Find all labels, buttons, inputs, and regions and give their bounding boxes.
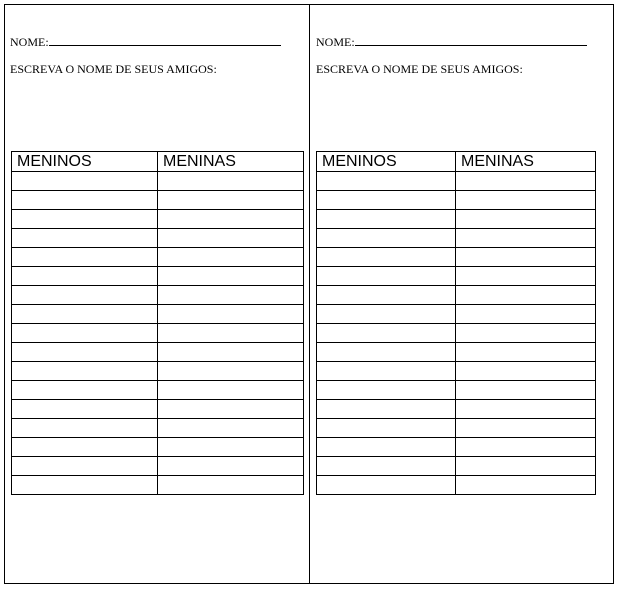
boys-name-cell[interactable] <box>317 229 456 248</box>
boys-name-cell[interactable] <box>12 286 158 305</box>
table-row <box>317 229 596 248</box>
girls-name-cell[interactable] <box>456 400 596 419</box>
boys-name-cell[interactable] <box>12 343 158 362</box>
boys-name-cell[interactable] <box>317 324 456 343</box>
name-label: NOME: <box>10 35 49 49</box>
table-row <box>12 381 304 400</box>
boys-name-cell[interactable] <box>317 362 456 381</box>
girls-name-cell[interactable] <box>456 267 596 286</box>
table-row <box>317 438 596 457</box>
girls-name-cell[interactable] <box>158 210 304 229</box>
boys-name-cell[interactable] <box>317 191 456 210</box>
girls-name-cell[interactable] <box>158 419 304 438</box>
girls-name-cell[interactable] <box>456 419 596 438</box>
table-row <box>12 191 304 210</box>
table-row <box>12 476 304 495</box>
girls-name-cell[interactable] <box>456 305 596 324</box>
worksheet-right <box>310 4 614 584</box>
boys-name-cell[interactable] <box>12 438 158 457</box>
table-row <box>317 172 596 191</box>
table-row <box>12 286 304 305</box>
table-row <box>317 286 596 305</box>
name-blank[interactable] <box>49 34 281 46</box>
girls-name-cell[interactable] <box>158 476 304 495</box>
name-field <box>316 34 587 50</box>
table-row <box>317 362 596 381</box>
table-body <box>12 172 304 495</box>
column-header-boys: MENINOS <box>12 152 158 172</box>
boys-name-cell[interactable] <box>317 457 456 476</box>
table-row <box>12 172 304 191</box>
boys-name-cell[interactable] <box>12 400 158 419</box>
name-label: NOME: <box>316 35 355 49</box>
table-row <box>12 457 304 476</box>
boys-name-cell[interactable] <box>12 419 158 438</box>
friends-table <box>11 151 304 495</box>
table-row <box>12 248 304 267</box>
table-body <box>317 172 596 495</box>
table-row <box>12 324 304 343</box>
girls-name-cell[interactable] <box>158 457 304 476</box>
boys-name-cell[interactable] <box>317 438 456 457</box>
girls-name-cell[interactable] <box>456 229 596 248</box>
boys-name-cell[interactable] <box>317 419 456 438</box>
table-row <box>317 210 596 229</box>
boys-name-cell[interactable] <box>317 172 456 191</box>
girls-name-cell[interactable] <box>158 267 304 286</box>
girls-name-cell[interactable] <box>158 286 304 305</box>
table-header-row <box>317 152 596 172</box>
column-header-girls: MENINAS <box>158 152 304 172</box>
name-blank[interactable] <box>355 34 587 46</box>
instruction-text: ESCREVA O NOME DE SEUS AMIGOS: <box>10 62 217 76</box>
boys-name-cell[interactable] <box>12 172 158 191</box>
boys-name-cell[interactable] <box>12 229 158 248</box>
girls-name-cell[interactable] <box>158 343 304 362</box>
boys-name-cell[interactable] <box>12 324 158 343</box>
boys-name-cell[interactable] <box>317 286 456 305</box>
table-row <box>12 343 304 362</box>
girls-name-cell[interactable] <box>158 400 304 419</box>
girls-name-cell[interactable] <box>456 362 596 381</box>
girls-name-cell[interactable] <box>456 191 596 210</box>
table-row <box>317 381 596 400</box>
boys-name-cell[interactable] <box>12 248 158 267</box>
girls-name-cell[interactable] <box>158 305 304 324</box>
boys-name-cell[interactable] <box>12 476 158 495</box>
table-row <box>317 476 596 495</box>
boys-name-cell[interactable] <box>317 267 456 286</box>
table-row <box>12 267 304 286</box>
boys-name-cell[interactable] <box>317 400 456 419</box>
name-field <box>10 34 281 50</box>
table-row <box>12 438 304 457</box>
friends-table <box>316 151 596 495</box>
table-row <box>317 324 596 343</box>
boys-name-cell[interactable] <box>12 191 158 210</box>
girls-name-cell[interactable] <box>158 438 304 457</box>
girls-name-cell[interactable] <box>456 343 596 362</box>
table-row <box>317 343 596 362</box>
table-row <box>317 457 596 476</box>
instruction-text: ESCREVA O NOME DE SEUS AMIGOS: <box>316 62 523 76</box>
boys-name-cell[interactable] <box>317 476 456 495</box>
table-row <box>317 305 596 324</box>
girls-name-cell[interactable] <box>158 381 304 400</box>
table-row <box>12 362 304 381</box>
boys-name-cell[interactable] <box>12 305 158 324</box>
column-header-boys: MENINOS <box>317 152 456 172</box>
boys-name-cell[interactable] <box>317 248 456 267</box>
table-row <box>317 191 596 210</box>
girls-name-cell[interactable] <box>456 438 596 457</box>
table-row <box>317 419 596 438</box>
girls-name-cell[interactable] <box>456 210 596 229</box>
table-row <box>12 229 304 248</box>
girls-name-cell[interactable] <box>456 324 596 343</box>
girls-name-cell[interactable] <box>456 381 596 400</box>
boys-name-cell[interactable] <box>317 343 456 362</box>
table-row <box>317 400 596 419</box>
table-row <box>12 305 304 324</box>
girls-name-cell[interactable] <box>158 191 304 210</box>
boys-name-cell[interactable] <box>12 267 158 286</box>
girls-name-cell[interactable] <box>456 286 596 305</box>
boys-name-cell[interactable] <box>317 381 456 400</box>
girls-name-cell[interactable] <box>456 457 596 476</box>
boys-name-cell[interactable] <box>12 362 158 381</box>
boys-name-cell[interactable] <box>12 381 158 400</box>
girls-name-cell[interactable] <box>158 362 304 381</box>
table-row <box>317 267 596 286</box>
table-row <box>12 419 304 438</box>
worksheet-left <box>4 4 309 584</box>
table-row <box>12 210 304 229</box>
boys-name-cell[interactable] <box>12 210 158 229</box>
girls-name-cell[interactable] <box>158 248 304 267</box>
girls-name-cell[interactable] <box>158 172 304 191</box>
table-row <box>317 248 596 267</box>
boys-name-cell[interactable] <box>317 305 456 324</box>
boys-name-cell[interactable] <box>317 210 456 229</box>
girls-name-cell[interactable] <box>158 324 304 343</box>
girls-name-cell[interactable] <box>456 476 596 495</box>
table-header-row <box>12 152 304 172</box>
girls-name-cell[interactable] <box>158 229 304 248</box>
girls-name-cell[interactable] <box>456 172 596 191</box>
girls-name-cell[interactable] <box>456 248 596 267</box>
table-row <box>12 400 304 419</box>
boys-name-cell[interactable] <box>12 457 158 476</box>
column-header-girls: MENINAS <box>456 152 596 172</box>
